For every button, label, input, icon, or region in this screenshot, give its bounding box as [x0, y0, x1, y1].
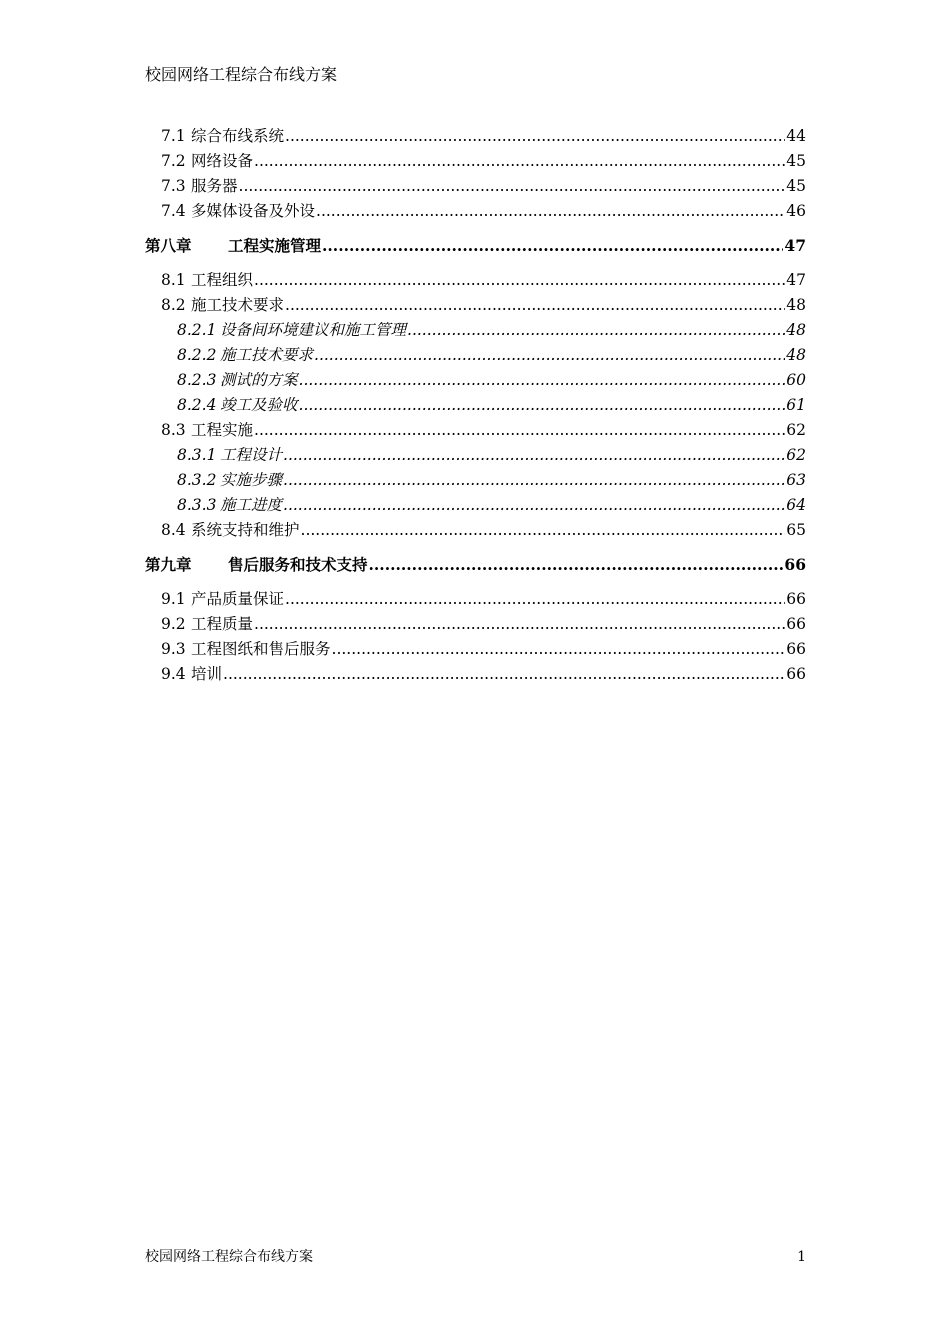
- toc-entry-7-2[interactable]: [145, 149, 806, 174]
- toc-leader-dots: [316, 199, 785, 224]
- toc-entry-number: 7.1: [161, 127, 186, 145]
- toc-entry-title: 工程图纸和售后服务: [191, 640, 331, 658]
- toc-entry-page: 48: [786, 346, 806, 364]
- toc-entry-8-3-1[interactable]: [145, 443, 806, 468]
- toc-entry-9-4[interactable]: [145, 662, 806, 687]
- toc-entry-number: 8.2.1: [177, 321, 217, 339]
- toc-entry-number: 8.1: [161, 271, 186, 289]
- toc-entry-number: 8.2.4: [177, 396, 217, 414]
- toc-entry-7-1[interactable]: [145, 124, 806, 149]
- toc-leader-dots: [369, 552, 784, 577]
- toc-entry-9-3[interactable]: [145, 637, 806, 662]
- toc-entry-page: 62: [786, 446, 806, 464]
- toc-leader-dots: [239, 174, 786, 199]
- toc-entry-number: 7.3: [161, 177, 186, 195]
- toc-entry-title: 服务器: [191, 177, 238, 195]
- toc-entry-8-3[interactable]: [145, 418, 806, 443]
- toc-chapter-8[interactable]: [145, 233, 806, 258]
- toc-entry-number: 7.4: [161, 202, 186, 220]
- toc-leader-dots: [283, 443, 785, 468]
- toc-entry-title: 设备间环境建议和施工管理: [220, 321, 407, 339]
- toc-entry-7-4[interactable]: [145, 199, 806, 224]
- toc-leader-dots: [223, 662, 785, 687]
- toc-entry-title: 竣工及验收: [220, 396, 298, 414]
- toc-entry-title: 工程设计: [220, 446, 283, 464]
- toc-entry-title: 施工进度: [220, 496, 283, 514]
- toc-entry-number: 8.2.3: [177, 371, 217, 389]
- toc-entry-8-2-1[interactable]: [145, 318, 806, 343]
- toc-entry-number: 8.2: [161, 296, 186, 314]
- toc-entry-title: 多媒体设备及外设: [191, 202, 316, 220]
- toc-entry-page: 60: [786, 371, 806, 389]
- toc-entry-title: 系统支持和维护: [191, 521, 300, 539]
- toc-leader-dots: [301, 518, 786, 543]
- toc-entry-page: 66: [786, 590, 806, 608]
- toc-entry-8-2-4[interactable]: [145, 393, 806, 418]
- toc-leader-dots: [314, 343, 785, 368]
- toc-entry-page: 65: [786, 521, 806, 539]
- toc-entry-title: 产品质量保证: [191, 590, 285, 608]
- toc-entry-number: 8.3: [161, 421, 186, 439]
- toc-chapter-title: 售后服务和技术支持: [228, 555, 368, 574]
- toc-entry-page: 64: [786, 496, 806, 514]
- toc-chapter-9[interactable]: [145, 552, 806, 577]
- toc-entry-8-2-3[interactable]: [145, 368, 806, 393]
- toc-entry-page: 46: [786, 202, 806, 220]
- toc-entry-title: 施工技术要求: [191, 296, 285, 314]
- toc-entry-number: 8.4: [161, 521, 186, 539]
- toc-leader-dots: [254, 268, 785, 293]
- toc-chapter-title: 工程实施管理: [228, 236, 322, 255]
- toc-entry-8-2[interactable]: [145, 293, 806, 318]
- toc-entry-number: 8.3.2: [177, 471, 217, 489]
- toc-leader-dots: [254, 612, 785, 637]
- toc-entry-9-2[interactable]: [145, 612, 806, 637]
- toc-entry-page: 66: [786, 615, 806, 633]
- toc-entry-number: 7.2: [161, 152, 186, 170]
- toc-entry-8-1[interactable]: [145, 268, 806, 293]
- toc-entry-page: 61: [786, 396, 806, 414]
- toc-entry-title: 实施步骤: [220, 471, 283, 489]
- toc-entry-8-2-2[interactable]: [145, 343, 806, 368]
- toc-entry-title: 工程实施: [191, 421, 254, 439]
- page-header: [145, 64, 337, 86]
- page-footer: [145, 1247, 806, 1267]
- toc-chapter-page: 47: [784, 236, 806, 255]
- toc-entry-title: 综合布线系统: [191, 127, 285, 145]
- table-of-contents: [145, 124, 806, 687]
- toc-entry-9-1[interactable]: [145, 587, 806, 612]
- toc-entry-8-3-3[interactable]: [145, 493, 806, 518]
- toc-entry-title: 工程质量: [191, 615, 254, 633]
- toc-entry-page: 66: [786, 665, 806, 683]
- toc-entry-page: 44: [786, 127, 806, 145]
- toc-entry-number: 9.2: [161, 615, 186, 633]
- page-number: 1: [797, 1249, 806, 1265]
- toc-entry-page: 48: [786, 321, 806, 339]
- toc-leader-dots: [285, 587, 785, 612]
- toc-entry-number: 9.4: [161, 665, 186, 683]
- toc-entry-page: 47: [786, 271, 806, 289]
- toc-entry-page: 63: [786, 471, 806, 489]
- toc-leader-dots: [322, 233, 783, 258]
- toc-leader-dots: [254, 149, 785, 174]
- toc-leader-dots: [285, 293, 785, 318]
- toc-chapter-number: 第九章: [145, 555, 192, 574]
- toc-entry-page: 45: [786, 152, 806, 170]
- toc-entry-number: 8.3.1: [177, 446, 217, 464]
- toc-entry-title: 施工技术要求: [220, 346, 314, 364]
- toc-entry-title: 培训: [191, 665, 223, 683]
- toc-entry-number: 9.1: [161, 590, 186, 608]
- toc-entry-title: 测试的方案: [220, 371, 298, 389]
- toc-leader-dots: [299, 393, 786, 418]
- toc-leader-dots: [332, 637, 786, 662]
- toc-entry-8-3-2[interactable]: [145, 468, 806, 493]
- toc-entry-page: 66: [786, 640, 806, 658]
- toc-entry-page: 62: [786, 421, 806, 439]
- toc-entry-number: 9.3: [161, 640, 186, 658]
- toc-leader-dots: [407, 318, 785, 343]
- toc-leader-dots: [283, 468, 785, 493]
- toc-leader-dots: [299, 368, 786, 393]
- toc-leader-dots: [254, 418, 785, 443]
- toc-entry-title: 网络设备: [191, 152, 254, 170]
- header-title: 校园网络工程综合布线方案: [145, 65, 338, 84]
- toc-entry-7-3[interactable]: [145, 174, 806, 199]
- toc-entry-number: 8.3.3: [177, 496, 217, 514]
- toc-entry-page: 45: [786, 177, 806, 195]
- toc-entry-number: 8.2.2: [177, 346, 217, 364]
- toc-entry-8-4[interactable]: [145, 518, 806, 543]
- toc-entry-title: 工程组织: [191, 271, 254, 289]
- toc-leader-dots: [285, 124, 785, 149]
- toc-entry-page: 48: [786, 296, 806, 314]
- toc-chapter-number: 第八章: [145, 236, 192, 255]
- footer-title: 校园网络工程综合布线方案: [145, 1249, 313, 1265]
- toc-chapter-page: 66: [784, 555, 806, 574]
- toc-leader-dots: [283, 493, 785, 518]
